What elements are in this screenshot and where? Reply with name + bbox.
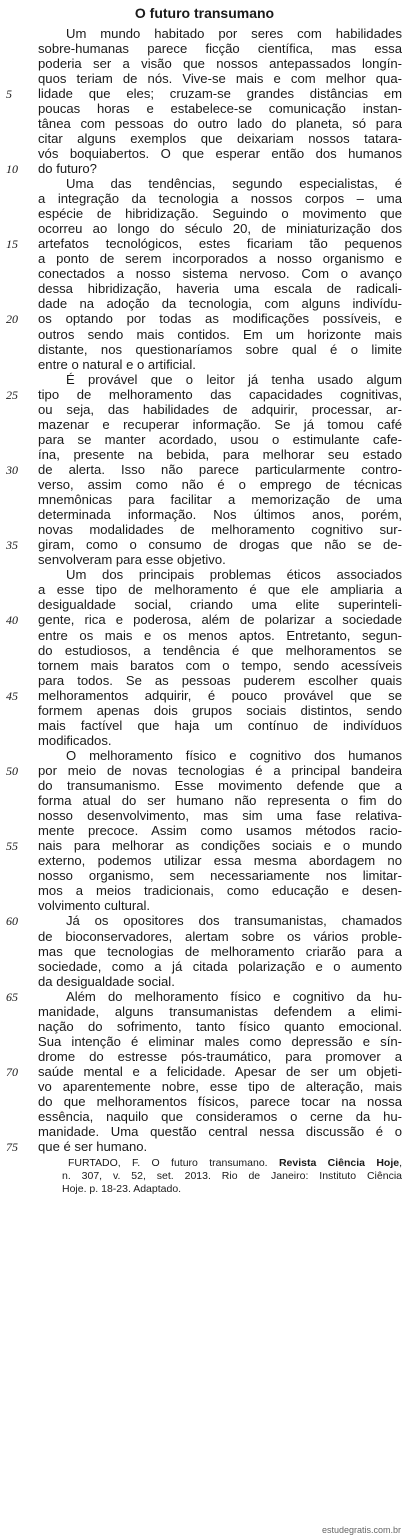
line-number: 40 xyxy=(6,613,18,628)
citation-line-2: n. 307, v. 52, set. 2013. Rio de Janeiro: Instituto Ciência xyxy=(62,1170,402,1183)
line-number: 45 xyxy=(6,688,18,703)
text-line: saúde mental e a felicidade. Apesar de ser um objeti- xyxy=(38,1063,402,1079)
text-line: por meio de novas tecnologias é a principal bandeira xyxy=(38,762,402,778)
line-number: 5 xyxy=(6,86,12,101)
line-number: 10 xyxy=(6,161,18,176)
line-number: 60 xyxy=(6,914,18,929)
text-line: distante, nos questionaríamos sobre qual é o limite xyxy=(38,341,402,357)
citation xyxy=(62,1157,402,1196)
text-line: da desigualdade social. xyxy=(38,973,175,989)
text-line: do transumanismo. Esse movimento defende que a xyxy=(38,778,402,793)
line-number: 75 xyxy=(6,1140,18,1155)
line-number: 15 xyxy=(6,237,18,252)
text-line: O melhoramento físico e cognitivo dos humanos xyxy=(66,747,402,763)
text-line: Sua intenção é eliminar males como depressão e sín- xyxy=(38,1033,402,1049)
text-line: dessa hibridização, haveria uma escala de radicali- xyxy=(38,281,402,297)
text-line: para se manter acordado, usou o estimulante cafe- xyxy=(38,431,402,447)
text-line: volvimento cultural. xyxy=(38,898,151,914)
line-number: 70 xyxy=(6,1064,18,1079)
text-line: lidade que eles; cruzam-se grandes distâncias em xyxy=(38,85,402,101)
text-line: espécie de hibridização. Seguindo o movimento que xyxy=(38,206,402,222)
text-line: mas que tecnologias de melhoramento criarão para a xyxy=(38,943,402,959)
text-line: vós boquiabertos. O que esperar então dos humanos xyxy=(38,145,402,161)
text-line: forma atual do ser humano não representa o fim do xyxy=(38,793,402,809)
text-line: citar alguns exemplos que deixariam nossos tatara- xyxy=(38,130,402,146)
text-line: formem apenas dois grupos sociais distintos, sendo xyxy=(38,702,402,718)
text-line: drome do estresse pós-traumático, para promover a xyxy=(38,1048,402,1064)
text-line: entre o natural e o artificial. xyxy=(38,356,196,372)
text-line: Além do melhoramento físico e cognitivo da hu- xyxy=(66,988,402,1004)
text-line: novas modalidades de melhoramento cognitivo sur- xyxy=(38,522,402,538)
text-line: a esse tipo de melhoramento é que ele ampliaria a xyxy=(38,582,402,598)
text-line: manidade, alguns transumanistas defendem a elimi- xyxy=(38,1003,402,1019)
line-number: 35 xyxy=(6,538,18,553)
text-line: mais factível que haja um contínuo de indivíduos xyxy=(38,717,402,733)
text-line: de alerta. Isso não parece particularmente contro- xyxy=(38,461,402,477)
text-line: manidade. Uma questão central nessa discussão é o xyxy=(38,1124,402,1140)
text-line: dade na adoção da tecnologia, com alguns indivídu- xyxy=(38,296,402,312)
text-line: poucas horas e estabelece-se comunicação instan- xyxy=(38,100,402,116)
text-line: artefatos tecnológicos, estes ficariam tão pequenos xyxy=(38,236,402,252)
text-line: nosso organismo, sem necessariamente nos limitar- xyxy=(38,868,402,884)
text-line: senvolveram para esse objetivo. xyxy=(38,552,226,568)
text-line: a ponto de serem incorporados a nosso organismo e xyxy=(38,251,402,267)
text-line: do estudiosos, a tendência é que melhoramentos se xyxy=(38,642,402,658)
text-line: nais para melhorar as condições sociais e o mundo xyxy=(38,838,402,854)
text-line: de bioconservadores, alertam sobre os vários proble- xyxy=(38,928,402,944)
text-line: determinada informação. Nos últimos anos, porém, xyxy=(38,507,402,523)
text-line: do futuro? xyxy=(38,160,97,176)
text-line: vo aparentemente nobre, esse tipo de alteração, mais xyxy=(38,1079,402,1094)
line-number: 30 xyxy=(6,462,18,477)
text-line: sociedade, como a já citada polarização e o aumento xyxy=(38,958,402,974)
line-number: 65 xyxy=(6,989,18,1004)
text-line: Um dos principais problemas éticos associados xyxy=(66,567,402,583)
text-line: tipo de melhoramento das capacidades cognitivas, xyxy=(38,386,402,402)
text-line: conectados a nosso sistema nervoso. Com o avanço xyxy=(38,266,402,282)
text-line: os optando por todas as modificações possíveis, e xyxy=(38,311,402,327)
text-line: gente, rica e poderosa, além de polarizar a sociedade xyxy=(38,612,402,628)
text-line: desigualdade social, criando uma elite superinteli- xyxy=(38,597,402,613)
text-line: que é ser humano. xyxy=(38,1139,148,1155)
text-line: Uma das tendências, segundo especialistas, é xyxy=(66,176,402,191)
text-line: tânea com pessoas do outro lado do planeta, só para xyxy=(38,115,402,131)
text-line: a integração da tecnologia a nossos corpos – uma xyxy=(38,191,402,207)
text-line: essência, naquilo que consideramos o cerne da hu- xyxy=(38,1109,402,1125)
citation-line-3: Hoje. p. 18-23. Adaptado. xyxy=(62,1183,182,1196)
text-line: tornem mais baratos com o tempo, sendo acessíveis xyxy=(38,657,402,673)
text-line: mente precoce. Assim como usamos métodos racio- xyxy=(38,823,402,839)
text-line: do que melhoramentos físicos, parece tocar na nossa xyxy=(38,1094,402,1110)
page-title: O futuro transumano xyxy=(134,5,275,21)
citation-journal: Revista Ciência Hoje xyxy=(278,1157,400,1170)
text-line: mazenar e recuperar informação. Se já tomou café xyxy=(38,416,402,432)
text-line: verso, assim como não é o emprego de técnicas xyxy=(38,477,402,492)
citation-line-1 xyxy=(62,1157,402,1170)
line-number: 20 xyxy=(6,312,18,327)
source-watermark: estudegratis.com.br xyxy=(321,1525,401,1535)
text-line: para todos. Se as pessoas puderem escolher quais xyxy=(38,672,402,688)
text-line: modificados. xyxy=(38,732,112,748)
text-line: Já os opositores dos transumanistas, chamados xyxy=(66,913,402,929)
text-line: ou seja, das habilidades de adquirir, processar, ar- xyxy=(38,401,402,417)
line-number: 55 xyxy=(6,839,18,854)
citation-author: FURTADO, F. O futuro transumano. xyxy=(68,1157,279,1170)
line-number: 25 xyxy=(6,387,18,402)
text-line: É provável que o leitor já tenha usado algum xyxy=(66,371,402,387)
text-line: poderia ser a visão que nossos antepassados longín- xyxy=(38,55,402,71)
text-line: externo, podemos utilizar essa mesma abordagem no xyxy=(38,853,402,869)
text-line: sobre-humanas parece ficção científica, mas essa xyxy=(38,40,402,56)
text-line: mos a meios tradicionais, como educação e desen- xyxy=(38,883,402,899)
text-line: ína, presente na bebida, para melhorar seu estado xyxy=(38,446,402,462)
text-line: mnemônicas para facilitar a memorização de uma xyxy=(38,492,402,508)
text-line: melhoramentos adquirir, é pouco provável que se xyxy=(38,687,402,703)
line-number: 50 xyxy=(6,763,18,778)
text-line: entre os mais e os menos aptos. Entretanto, segun- xyxy=(38,627,402,643)
citation-comma: , xyxy=(399,1157,402,1170)
text-line: giram, como o consumo de drogas que não se de- xyxy=(38,537,402,553)
text-line: nação do sofrimento, tanto físico quanto emocional. xyxy=(38,1018,402,1034)
text-line: quos teriam de nós. Vive-se mais e com melhor qua- xyxy=(38,70,402,86)
text-line: Um mundo habitado por seres com habilidades xyxy=(66,25,402,41)
text-line: ocorreu ao longo do século 20, de miniaturização dos xyxy=(38,221,402,237)
text-line: nosso desenvolvimento, mas sim uma fase relativa- xyxy=(38,808,402,824)
text-line: outros sendo mais contidos. Em um horizonte mais xyxy=(38,326,402,342)
